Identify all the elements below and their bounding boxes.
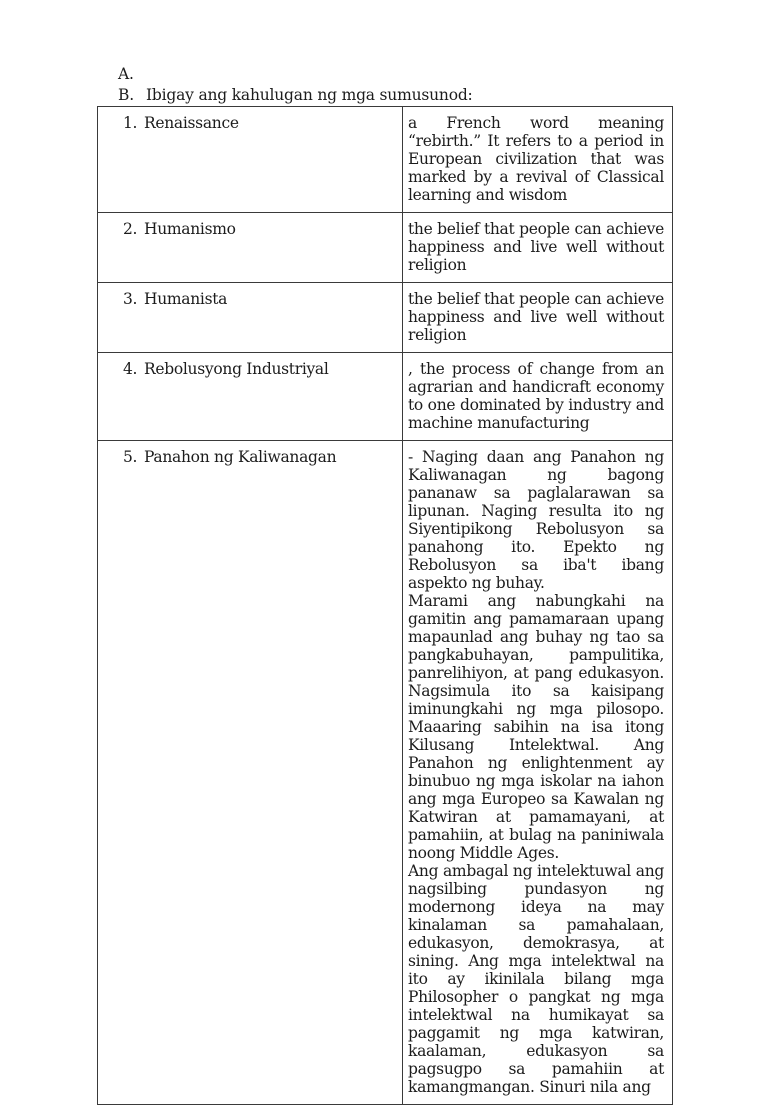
table-row: [98, 213, 673, 283]
term-text: Rebolusyong Industriyal: [144, 360, 329, 378]
definition-paragraph: - Naging daan ang Panahon ng Kaliwanagan ng bagong pananaw sa paglalarawan sa lipunan. Naging resulta ito ng Siyentipikong Rebolusyon sa panahong ito. Epekto ng Rebolusyon sa iba't ibang aspekto ng buhay.: [408, 448, 664, 592]
definition-text: a French word meaning “rebirth.” It refers to a period in European civilization that was marked by a revival of Classical learning and wisdom: [408, 114, 664, 204]
term-text: Humanismo: [144, 220, 236, 238]
row-number: 3.: [123, 290, 138, 308]
term-cell: [98, 213, 403, 283]
term-cell: [98, 353, 403, 441]
term-cell: [98, 107, 403, 213]
section-b-heading: [118, 86, 473, 104]
row-number: 4.: [123, 360, 138, 378]
section-a-label: A.: [118, 65, 134, 83]
term-text: Humanista: [144, 290, 228, 308]
table-row: [98, 283, 673, 353]
section-b-instruction: Ibigay ang kahulugan ng mga sumusunod:: [146, 86, 473, 104]
definition-text: the belief that people can achieve happiness and live well without religion: [408, 290, 664, 344]
definition-cell: [403, 353, 673, 441]
term-text: Renaissance: [144, 114, 239, 132]
definition-cell: [403, 213, 673, 283]
section-a-heading: [118, 65, 146, 83]
table-row: [98, 441, 673, 1105]
definition-cell: [403, 107, 673, 213]
term-cell: [98, 283, 403, 353]
definition-paragraph: Ang ambagal ng intelektuwal ang nagsilbing pundasyon ng modernong ideya na may kinalaman sa pamahalaan, edukasyon, demokrasya, at sining. Ang mga intelektwal na ito ay ikinilala bilang mga Philosopher o pangkat ng mga intelektwal na humikayat sa paggamit ng mga katwiran, kaalaman, edukasyon sa pagsugpo sa pamahiin at kamangmangan. Sinuri nila ang: [408, 862, 664, 1096]
definition-paragraph: Marami ang nabungkahi na gamitin ang pamamaraan upang mapaunlad ang buhay ng tao sa pangkabuhayan, pampulitika, panrelihiyon, at pang edukasyon. Nagsimula ito sa kaisipang iminungkahi ng mga pilosopo. Maaaring sabihin na isa itong Kilusang Intelektwal. Ang Panahon ng enlightenment ay binubuo ng mga iskolar na iahon ang mga Europeo sa Kawalan ng Katwiran at pamamayani, at pamahiin, at bulag na paniniwala noong Middle Ages.: [408, 592, 664, 862]
row-number: 5.: [123, 448, 138, 466]
term-text: Panahon ng Kaliwanagan: [144, 448, 337, 466]
row-number: 1.: [123, 114, 138, 132]
definition-cell: [403, 441, 673, 1105]
definition-text: , the process of change from an agrarian and handicraft economy to one dominated by industry and machine manufacturing: [408, 360, 664, 432]
section-b-label: B.: [118, 86, 134, 104]
glossary-table: [97, 106, 673, 1105]
row-number: 2.: [123, 220, 138, 238]
table-row: [98, 353, 673, 441]
table-row: [98, 107, 673, 213]
definition-cell: [403, 283, 673, 353]
definition-text: the belief that people can achieve happiness and live well without religion: [408, 220, 664, 274]
term-cell: [98, 441, 403, 1105]
